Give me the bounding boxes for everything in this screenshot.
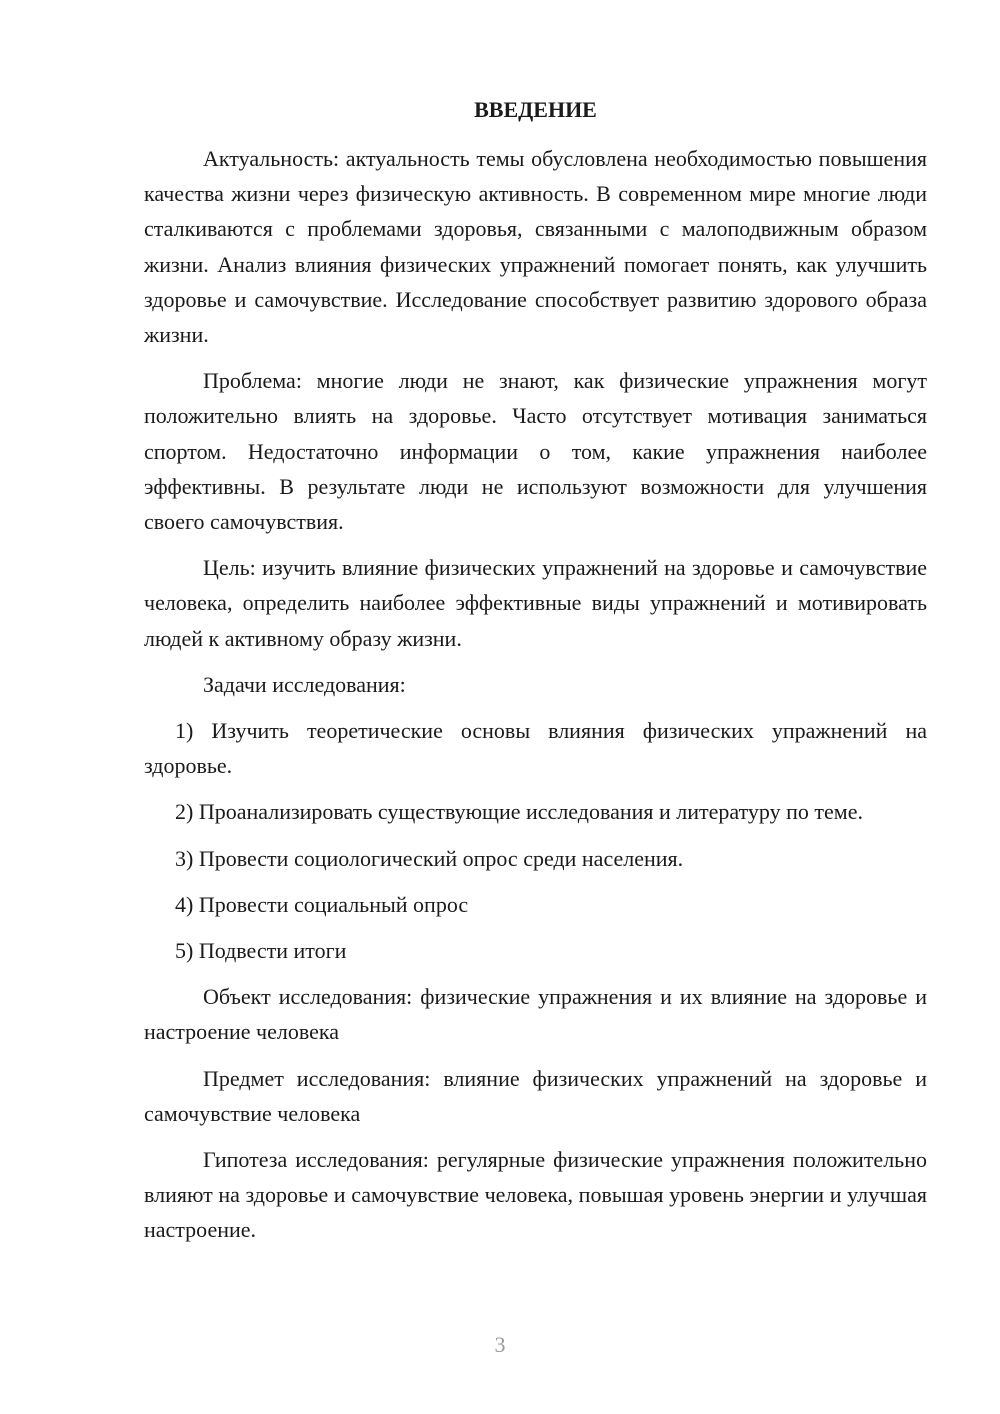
hypothesis-paragraph: Гипотеза исследования: регулярные физические упражнения положительно влияют на здоровье и самочувствие человека, повышая уровень энергии и улучшая настроение. — [144, 1147, 927, 1243]
list-item: 4) Провести социальный опрос — [175, 891, 469, 917]
subject-paragraph: Предмет исследования: влияние физических упражнений на здоровье и самочувствие человека — [144, 1065, 927, 1126]
list-item: 1) Изучить теоретические основы влияния физических упражнений на здоровье. — [144, 718, 927, 779]
tasks-list — [144, 713, 927, 968]
page-title: ВВЕДЕНИЕ — [474, 97, 597, 122]
list-item: 3) Провести социологический опрос среди населения. — [175, 845, 684, 871]
relevance-paragraph: Актуальность: актуальность темы обусловлена необходимостью повышения качества жизни через физическую активность. В современном мире многие люди сталкиваются с проблемами здоровья, связанными с малоподвижным образом жизни. Анализ влияния физических упражнений помогает понять, как улучшить здоровье и самочувствие. Исследование способствует развитию здорового образа жизни. — [144, 146, 927, 348]
tasks-title: Задачи исследования: — [203, 671, 406, 697]
goal-paragraph: Цель: изучить влияние физических упражнений на здоровье и самочувствие человека, определить наиболее эффективные виды упражнений и мотивировать людей к активному образу жизни. — [144, 555, 927, 651]
document-page — [144, 96, 927, 1259]
problem-paragraph: Проблема: многие люди не знают, как физические упражнения могут положительно влиять на здоровье. Часто отсутствует мотивация заниматься спортом. Недостаточно информации о том, какие упражнения наиболее эффективны. В результате люди не используют возможности для улучшения своего самочувствия. — [144, 368, 927, 535]
list-item: 5) Подвести итоги — [175, 938, 347, 964]
page-number: 3 — [494, 1332, 506, 1357]
object-paragraph: Объект исследования: физические упражнения и их влияние на здоровье и настроение человека — [144, 984, 927, 1045]
list-item: 2) Проанализировать существующие исследования и литературу по теме. — [175, 799, 863, 825]
